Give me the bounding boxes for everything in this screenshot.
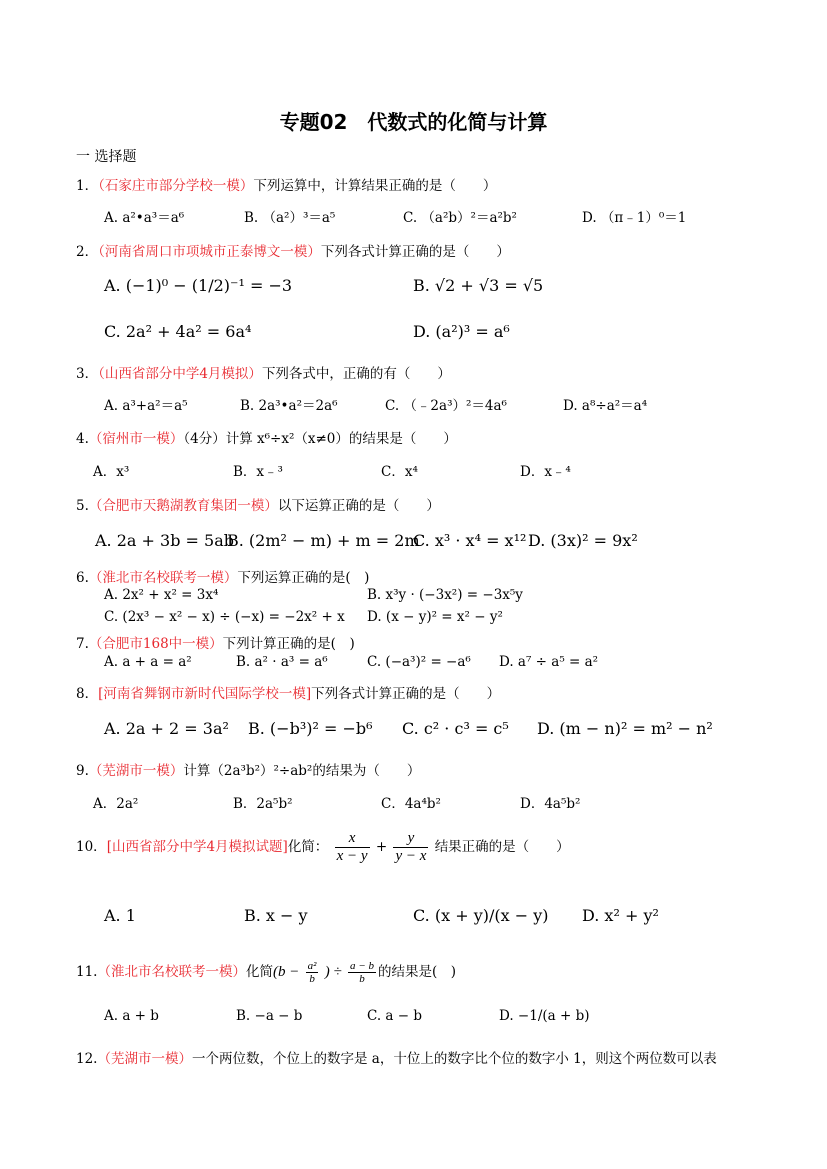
question-2: [76, 240, 510, 260]
question-number: 8．: [76, 686, 99, 702]
question-text-pre: 化简：: [287, 839, 329, 855]
fraction: [335, 830, 370, 865]
question-number: 9.: [76, 763, 89, 779]
question-source: （淮北市名校联考一模）: [97, 964, 246, 980]
fraction-denominator: y − x: [395, 848, 427, 864]
fraction: [393, 830, 428, 865]
question-10: [76, 830, 570, 865]
fraction: [348, 960, 376, 985]
option-b: B. x − y: [244, 906, 308, 925]
question-source: （河南省周口市项城市正泰博文一模）: [98, 244, 321, 260]
option-a: A．2a²: [93, 796, 139, 812]
option-c: C. （a²b）²＝a²b²: [403, 210, 517, 226]
option-c: C. (x + y)/(x − y): [413, 906, 549, 925]
expr-close: ) ÷: [324, 964, 342, 980]
question-4: [76, 427, 457, 447]
option-d: D. （π﹣1）⁰＝1: [582, 210, 687, 226]
question-number: 2．: [76, 244, 99, 260]
option-b: B. √2 + √3 = √5: [413, 276, 544, 295]
option-c: C. a − b: [367, 1008, 423, 1024]
question-text: 计算（2a³b²）²÷ab²的结果为（ ）: [183, 763, 421, 779]
option-d: D. (x − y)² = x² − y²: [367, 609, 503, 625]
option-b: B. 2a³•a²＝2a⁶: [240, 398, 338, 414]
question-text-post: 结果正确的是（ ）: [434, 839, 570, 855]
option-a: A. 2a + 2 = 3a²: [104, 719, 229, 738]
option-d: D. (3x)² = 9x²: [528, 531, 638, 550]
option-c: C. c² · c³ = c⁵: [402, 719, 509, 738]
question-text-pre: 化简: [245, 964, 273, 980]
option-b: B. (−b³)² = −b⁶: [248, 719, 373, 738]
question-source: [河南省舞钢市新时代国际学校一模]: [98, 686, 312, 702]
option-a: A. 1: [104, 906, 136, 925]
option-b: B. x³y · (−3x²) = −3x⁵y: [367, 587, 523, 603]
option-a: A. a³+a²＝a⁵: [104, 398, 188, 414]
fraction-numerator: a − b: [350, 960, 374, 972]
plus-sign: +: [375, 839, 388, 855]
option-b: B. a² · a³ = a⁶: [236, 654, 328, 670]
option-d: D. (m − n)² = m² − n²: [537, 719, 713, 738]
question-text-post: 的结果是( ): [377, 964, 457, 980]
option-c: C．x⁴: [381, 464, 418, 480]
option-c: C. （﹣2a³）²＝4a⁶: [385, 398, 507, 414]
question-12: [76, 1047, 717, 1067]
question-9: [76, 759, 420, 779]
option-c: C. (−a³)² = −a⁶: [367, 654, 471, 670]
question-source: （石家庄市部分学校一模）: [98, 178, 254, 194]
fraction-numerator: y: [393, 830, 428, 848]
question-text: （4分）计算 x⁶÷x²（x≠0）的结果是（ ）: [183, 431, 457, 447]
option-d: D. x² + y²: [582, 906, 659, 925]
option-c: C. 2a² + 4a² = 6a⁴: [104, 322, 252, 341]
question-number: 11.: [76, 964, 98, 980]
question-source: （淮北市名校联考一模）: [88, 570, 238, 586]
option-d: D．4a⁵b²: [520, 796, 581, 812]
question-6: [76, 566, 369, 586]
question-5: [76, 494, 440, 514]
question-number: 5.: [76, 498, 89, 514]
question-text: 下列各式中，正确的有（ ）: [261, 366, 451, 382]
question-number: 7.: [76, 636, 89, 652]
option-a: A. a + a = a²: [104, 654, 192, 670]
question-text: 下列运算正确的是( ): [237, 570, 370, 586]
question-text: 下列各式计算正确的是（ ）: [311, 686, 501, 702]
question-3: [76, 362, 451, 382]
option-d: D. −1/(a + b): [499, 1008, 590, 1024]
option-b: B. −a − b: [236, 1008, 303, 1024]
option-d: D. a⁸÷a²＝a⁴: [563, 398, 648, 414]
fraction-numerator: a²: [307, 960, 317, 972]
question-text: 下列运算中，计算结果正确的是（ ）: [253, 178, 497, 194]
question-text: 下列计算正确的是( ): [222, 636, 355, 652]
option-a: A. 2a + 3b = 5ab: [95, 531, 234, 550]
question-text: 下列各式计算正确的是（ ）: [320, 244, 510, 260]
question-text: 以下运算正确的是（ ）: [277, 498, 440, 514]
page-title: 专题02 代数式的化简与计算: [279, 110, 548, 134]
question-8: [76, 682, 500, 702]
fraction: [306, 960, 319, 985]
question-source: （合肥市168中一模）: [88, 636, 223, 652]
fraction-denominator: b: [309, 973, 315, 985]
question-source: （合肥市天鹅湖教育集团一模）: [88, 498, 278, 514]
option-d: D. a⁷ ÷ a⁵ = a²: [499, 654, 599, 670]
option-c: C. (2x³ − x² − x) ÷ (−x) = −2x² + x: [104, 609, 345, 625]
question-source: [山西省部分中学4月模拟试题]: [106, 839, 288, 855]
question-1: [76, 174, 496, 194]
option-a: A. (−1)⁰ − (1/2)⁻¹ = −3: [104, 276, 293, 295]
question-number: 1．: [76, 178, 99, 194]
option-d: D．x﹣⁴: [520, 464, 571, 480]
question-number: 6.: [76, 570, 89, 586]
option-c: C．4a⁴b²: [381, 796, 441, 812]
option-c: C. x³ · x⁴ = x¹²: [413, 531, 527, 550]
option-b: B. （a²）³＝a⁵: [244, 210, 336, 226]
section-heading: 一 选择题: [76, 149, 137, 165]
option-a: A. 2x² + x² = 3x⁴: [104, 587, 219, 603]
question-number: 10．: [76, 839, 107, 855]
question-text: 一个两位数，个位上的数字是 a，十位上的数字比个位的数字小 1，则这个两位数可以表: [191, 1051, 717, 1067]
question-number: 4.: [76, 431, 89, 447]
expr-open: (b −: [272, 964, 300, 980]
question-7: [76, 632, 355, 652]
fraction-denominator: b: [359, 973, 365, 985]
fraction-denominator: x − y: [336, 848, 368, 864]
question-number: 12.: [76, 1051, 98, 1067]
question-source: （芜湖市一模）: [88, 763, 184, 779]
question-source: （山西省部分中学4月模拟）: [98, 366, 262, 382]
option-b: B．2a⁵b²: [233, 796, 293, 812]
question-11: [76, 960, 456, 985]
fraction-numerator: x: [335, 830, 370, 848]
option-d: D. (a²)³ = a⁶: [413, 322, 510, 341]
option-a: A. a²•a³＝a⁶: [104, 210, 185, 226]
question-source: （芜湖市一模）: [97, 1051, 192, 1067]
option-b: B．x﹣³: [233, 464, 283, 480]
option-b: B. (2m² − m) + m = 2m: [227, 531, 420, 550]
option-a: A. a + b: [104, 1008, 159, 1024]
question-source: （宿州市一模）: [88, 431, 184, 447]
question-number: 3．: [76, 366, 99, 382]
option-a: A．x³: [93, 464, 130, 480]
